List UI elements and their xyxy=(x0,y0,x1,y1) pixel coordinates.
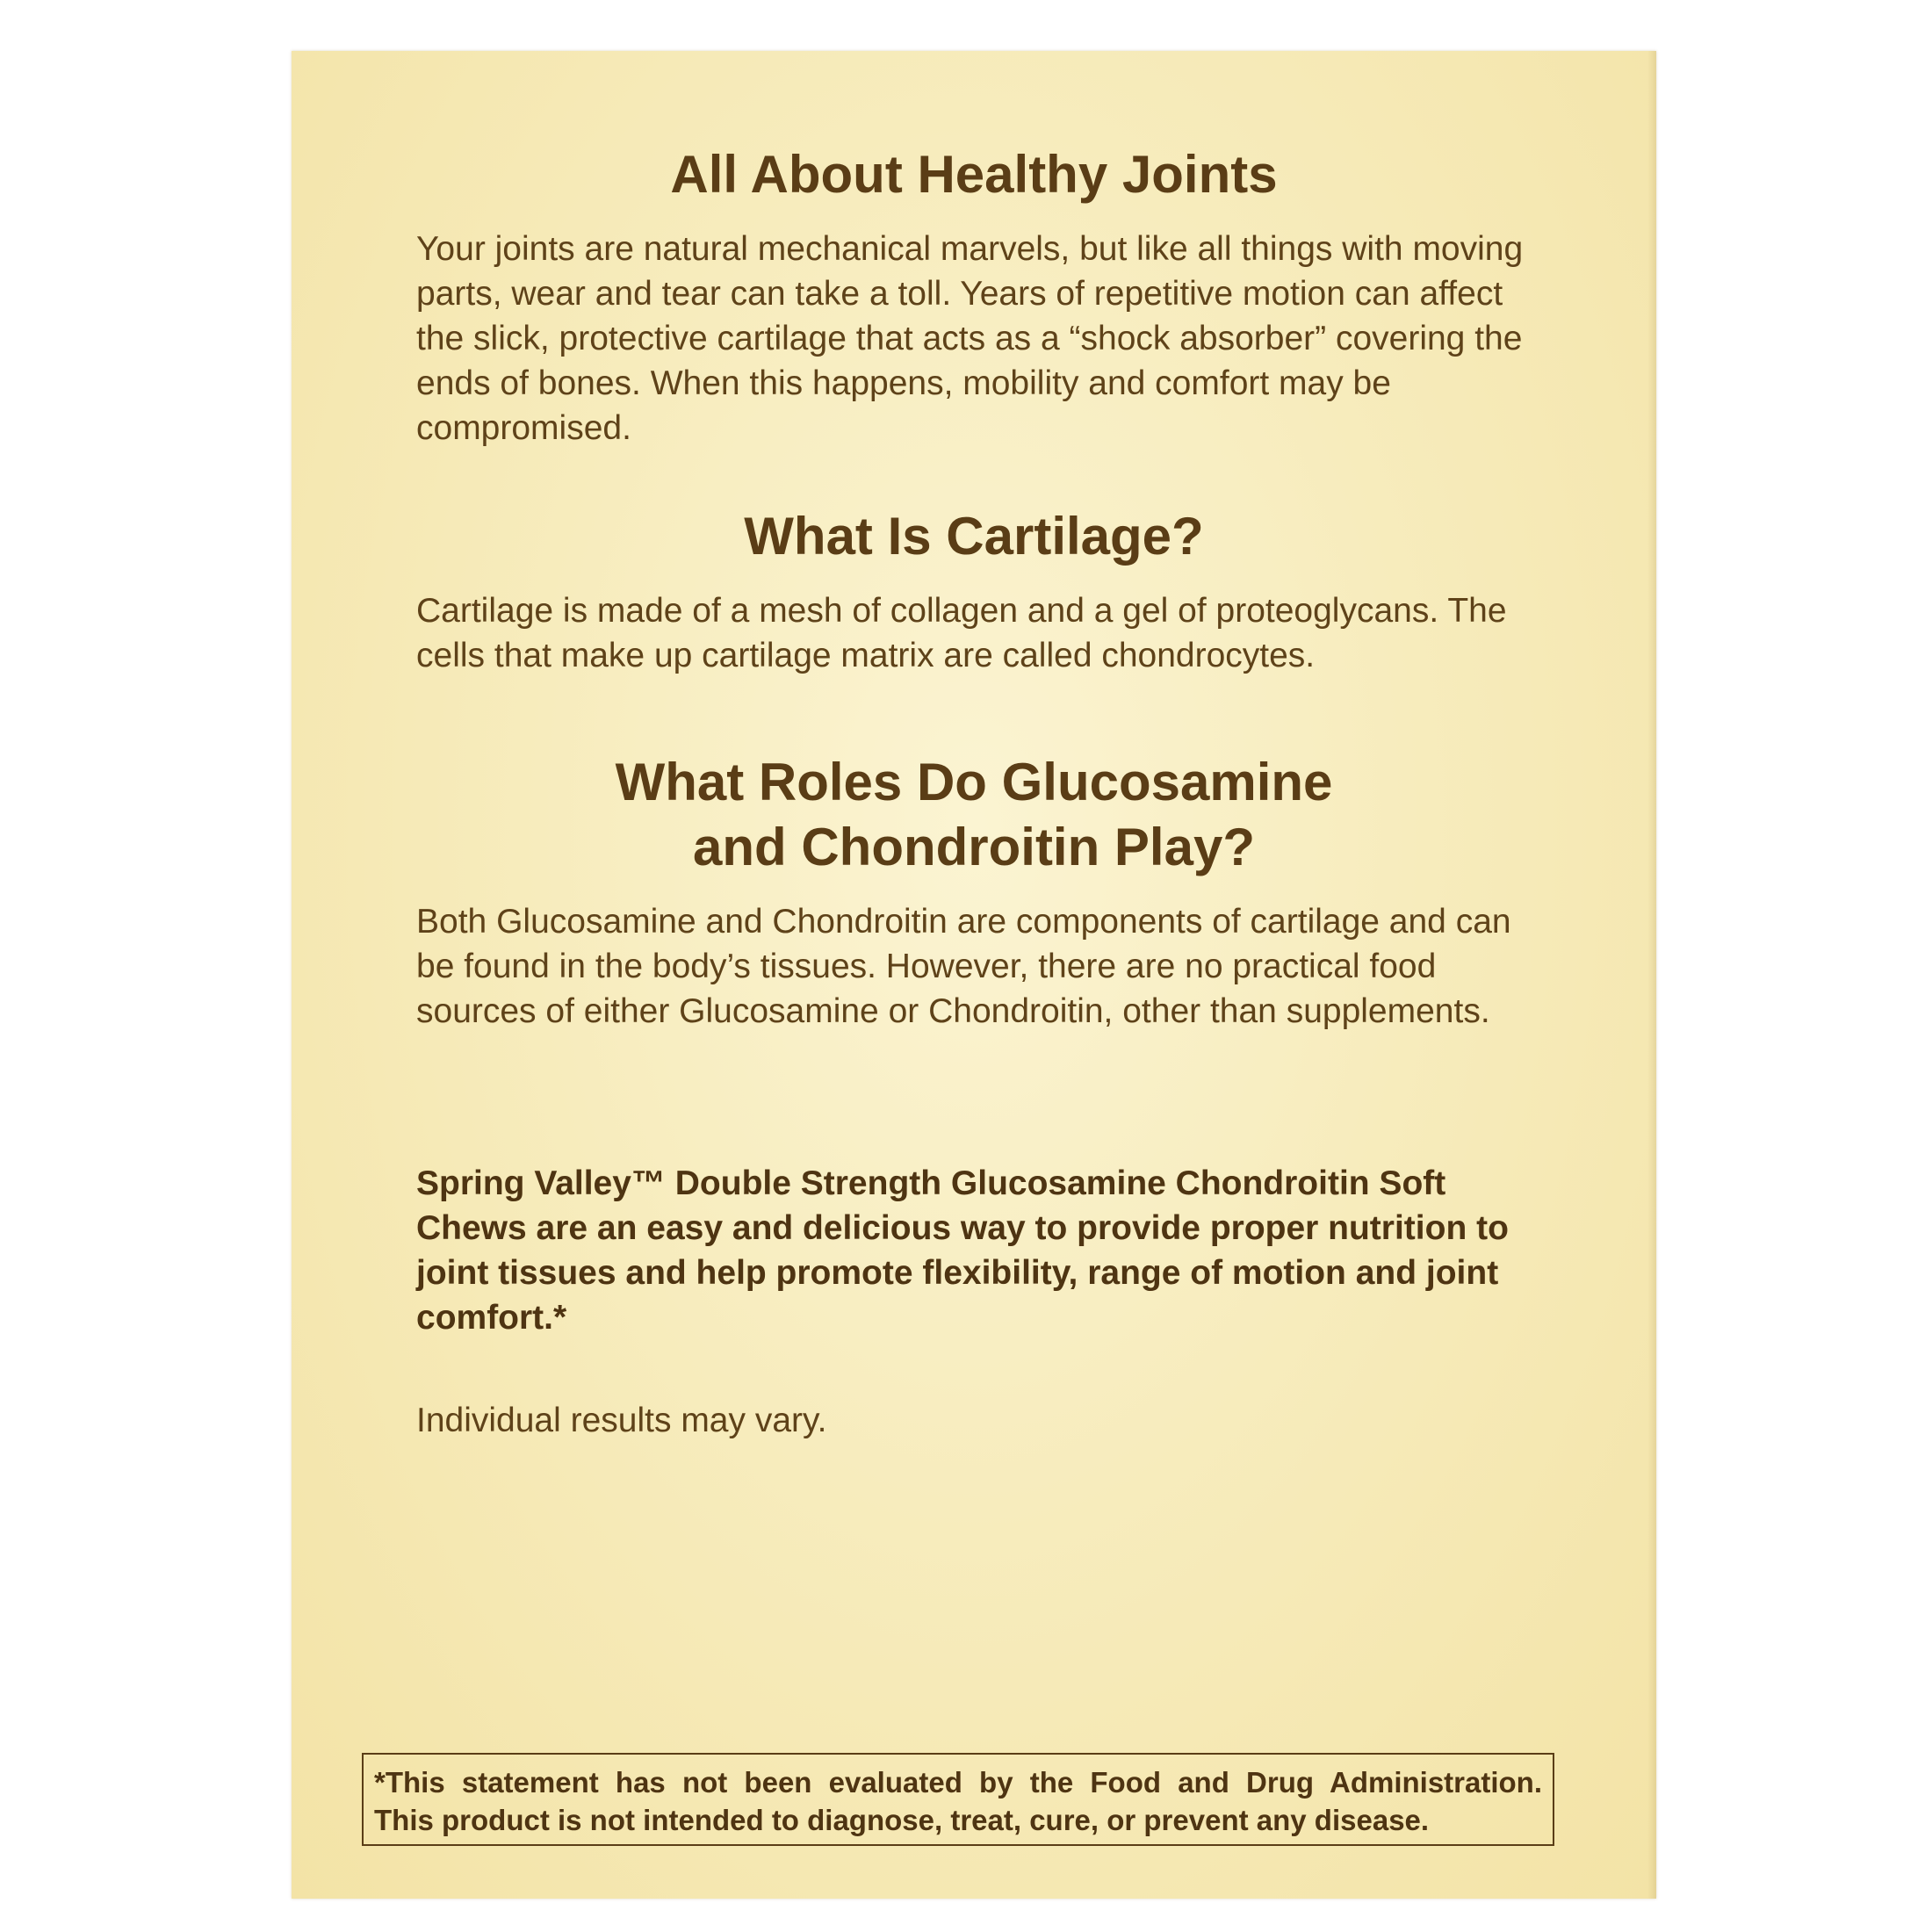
heading-roles-line-2: and Chondroitin Play? xyxy=(693,818,1255,876)
paragraph-cartilage: Cartilage is made of a mesh of collagen and a gel of proteoglycans. The cells that make up cartilage matrix are called chondrocytes. xyxy=(416,592,1507,674)
panel-edge-shadow xyxy=(1647,51,1656,1899)
results-note: Individual results may vary. xyxy=(416,1402,827,1439)
paragraph-healthy-joints: Your joints are natural mechanical marvels, but like all things with moving parts, wear and tear can take a toll. Years of repetitive motion can affect the slick, protective cartilage that acts as a “shock absorber” covering the ends of bones. When this happens, mobility and comfort may be compromised. xyxy=(416,230,1524,447)
heading-roles-line-1: What Roles Do Glucosamine xyxy=(615,753,1333,811)
heading-healthy-joints: All About Healthy Joints xyxy=(670,145,1278,204)
heading-cartilage: What Is Cartilage? xyxy=(744,507,1204,566)
paragraph-roles: Both Glucosamine and Chondroitin are components of cartilage and can be found in the body’s tissues. However, there are no practical food sources of either Glucosamine or Chondroitin, other than supplements. xyxy=(416,903,1511,1030)
package-back-panel xyxy=(292,51,1656,1899)
fda-disclaimer-line-1: *This statement has not been evaluated by the Food and Drug Administration. xyxy=(374,1766,1542,1799)
product-statement: Spring Valley™ Double Strength Glucosamine Chondroitin Soft Chews are an easy and delicious way to provide proper nutrition to joint tissues and help promote flexibility, range of motion and joint comfort.* xyxy=(416,1164,1509,1337)
fda-disclaimer-line-2: This product is not intended to diagnose, treat, cure, or prevent any disease. xyxy=(374,1804,1430,1836)
fda-disclaimer-box xyxy=(362,1753,1554,1846)
